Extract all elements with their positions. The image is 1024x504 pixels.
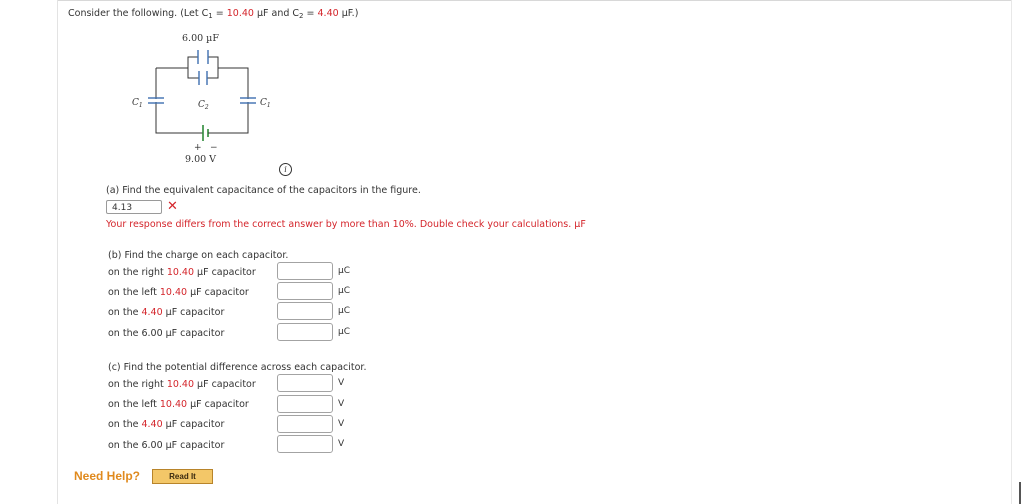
unit-label: µC <box>338 266 351 276</box>
part-c-row-label: on the 4.40 µF capacitor <box>108 419 225 430</box>
unit-label: V <box>338 439 345 449</box>
battery-voltage-label: 9.00 V <box>185 154 217 165</box>
c2-symbol: C <box>292 8 300 19</box>
text-cursor <box>1019 482 1021 504</box>
unit-label: V <box>338 378 345 388</box>
charge-c2-input[interactable] <box>277 302 333 320</box>
part-b-row-label: on the 6.00 µF capacitor <box>108 328 225 339</box>
c1-symbol: C <box>201 8 209 19</box>
charge-right-c1-input[interactable] <box>277 262 333 280</box>
right-c1-gap <box>246 99 250 102</box>
voltage-6uf-input[interactable] <box>277 435 333 453</box>
unit-label: V <box>338 399 345 409</box>
equals-2: = <box>303 8 318 19</box>
label-left-c1: $C_1$ <box>132 98 143 109</box>
intro-prefix: Consider the following. (Let <box>68 8 202 19</box>
voltage-right-c1-input[interactable] <box>277 374 333 392</box>
c2-value: 4.40 <box>317 8 339 19</box>
problem-statement <box>68 8 358 20</box>
part-b-row-label: on the left 10.40 µF capacitor <box>108 287 249 298</box>
equals: = <box>212 8 227 19</box>
part-a-feedback: Your response differs from the correct answer by more than 10%. Double check your calculations. µF <box>106 219 586 230</box>
need-help-label: Need Help? <box>74 469 141 483</box>
battery-minus-sign: − <box>210 143 218 153</box>
circuit-wires <box>156 57 248 133</box>
voltage-c2-input[interactable] <box>277 415 333 433</box>
part-a-answer-input[interactable]: 4.13 <box>106 200 162 214</box>
page-top-border <box>57 0 1012 1</box>
part-b-row-label: on the right 10.40 µF capacitor <box>108 267 256 278</box>
c1-subscript: 1 <box>208 12 213 20</box>
unit-label: µC <box>338 327 351 337</box>
part-b-row-label: on the 4.40 µF capacitor <box>108 307 225 318</box>
capacitor-6uf-plates <box>198 50 208 64</box>
capacitor-c2-plates <box>199 71 207 85</box>
battery-plus-sign: + <box>194 143 202 153</box>
page-left-border <box>57 0 58 504</box>
part-c-row-label: on the right 10.40 µF capacitor <box>108 379 256 390</box>
unit-and: µF and <box>253 8 293 19</box>
circuit-diagram <box>128 28 278 168</box>
intro-suffix: µF.) <box>338 8 359 19</box>
read-it-button[interactable]: Read It <box>152 469 213 484</box>
voltage-left-c1-input[interactable] <box>277 395 333 413</box>
unit-label: µC <box>338 286 351 296</box>
charge-left-c1-input[interactable] <box>277 282 333 300</box>
battery <box>196 125 213 141</box>
unit-label: V <box>338 419 345 429</box>
label-c2: $C_2$ <box>198 100 209 111</box>
label-6uf: 6.00 µF <box>182 33 219 44</box>
info-icon[interactable]: i <box>279 163 292 176</box>
unit-label: µC <box>338 306 351 316</box>
c2-subscript: 2 <box>299 12 304 20</box>
part-c-row-label: on the left 10.40 µF capacitor <box>108 399 249 410</box>
part-b-question: (b) Find the charge on each capacitor. <box>108 250 289 261</box>
page-right-border <box>1011 0 1012 504</box>
part-c-question: (c) Find the potential difference across each capacitor. <box>108 362 367 373</box>
wrong-answer-icon: ✕ <box>167 199 178 214</box>
label-right-c1: $C_1$ <box>260 98 271 109</box>
charge-6uf-input[interactable] <box>277 323 333 341</box>
part-c-row-label: on the 6.00 µF capacitor <box>108 440 225 451</box>
part-a-question: (a) Find the equivalent capacitance of the capacitors in the figure. <box>106 185 421 196</box>
left-c1-gap <box>154 99 158 102</box>
c1-value: 10.40 <box>226 8 254 19</box>
